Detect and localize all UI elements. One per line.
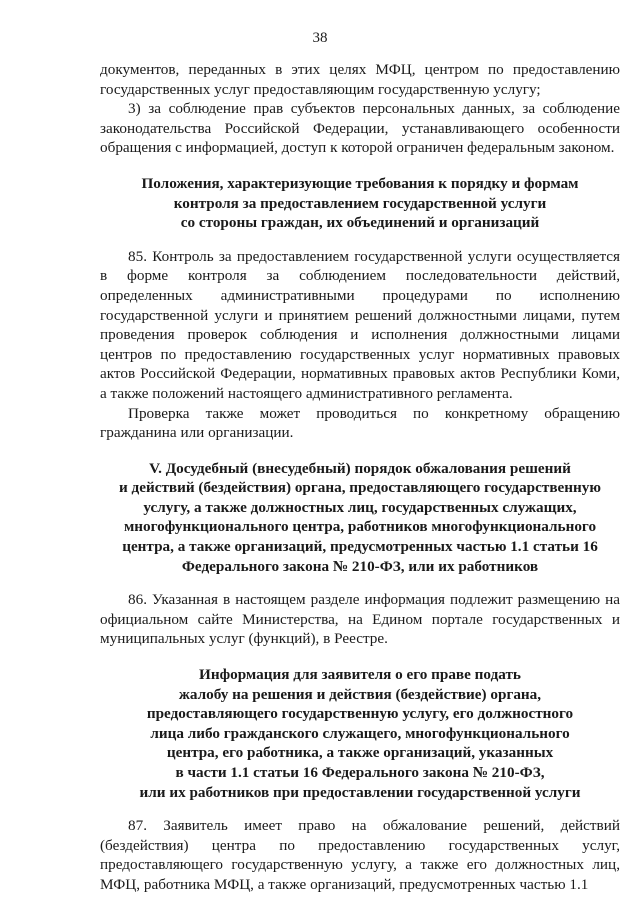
heading-line: лица либо гражданского служащего, многофункционального <box>150 724 570 742</box>
heading-line: центра, его работника, а также организаций, указанных <box>166 744 554 762</box>
heading-line: со стороны граждан, их объединений и организаций <box>180 214 540 232</box>
heading-line: в части 1.1 статьи 16 Федерального закона № 210-ФЗ, <box>175 764 545 781</box>
paragraph-continuation: документов, переданных в этих целях МФЦ, центром по предоставлению государственных услуг предоставляющим государственную услугу; <box>100 61 620 98</box>
document-body <box>100 60 620 895</box>
heading-line: многофункционального центра, работников многофункционального <box>123 518 597 536</box>
heading-line: контроля за предоставлением государственной услуги <box>173 194 547 212</box>
page-number: 38 <box>312 30 328 46</box>
section-heading-complaint-info <box>100 665 620 802</box>
heading-line: или их работников при предоставлении государственной услуги <box>139 783 581 801</box>
paragraph-3: 3) за соблюдение прав субъектов персональных данных, за соблюдение законодательства Российской Федерации, устанавливающего особенности обращения с информацией, доступ к которой ограничен федеральным законом. <box>100 100 620 157</box>
heading-line: услугу, а также должностных лиц, государственных служащих, <box>143 498 577 516</box>
heading-line: Положения, характеризующие требования к порядку и формам <box>141 174 579 192</box>
heading-line: Федерального закона № 210-ФЗ, или их работников <box>181 557 539 575</box>
paragraph-86: 86. Указанная в настоящем разделе информация подлежит размещению на официальном сайте Министерства, на Едином портале государственных и муниципальных услуг (функций), в Реестре. <box>100 591 620 648</box>
paragraph-85: 85. Контроль за предоставлением государственной услуги осуществляется в форме контроля за соблюдением последовательности действий, определенных административными процедурами по исполнению государственной услуги и принятием решений должностными лицами, путем проведения проверок соблюдения и исполнения должностными лицами центров по предоставлению государственных услуг нормативных правовых актов Российской Федерации, нормативных правовых актов Республики Коми, а также положений настоящего административного регламента. <box>100 247 620 402</box>
paragraph-87: 87. Заявитель имеет право на обжалование решений, действий (бездействия) центра по предоставлению государственных услуг, предоставляющего государственную услугу, а также его должностных лиц, МФЦ, работника МФЦ, а также организаций, предусмотренных частью 1.1 <box>100 817 620 893</box>
heading-line: V. Досудебный (внесудебный) порядок обжалования решений <box>149 459 571 477</box>
section-heading-v <box>100 459 620 577</box>
heading-line: и действий (бездействия) органа, предоставляющего государственную <box>119 479 601 497</box>
heading-line: Информация для заявителя о его праве подать <box>199 666 521 684</box>
section-heading-control <box>100 174 620 233</box>
paragraph-85-check: Проверка также может проводиться по конкретному обращению гражданина или организации. <box>100 404 620 442</box>
heading-line: предоставляющего государственную услугу, его должностного <box>146 705 574 723</box>
heading-line: центра, а также организаций, предусмотренных частью 1.1 статьи 16 <box>122 538 598 556</box>
heading-line: жалобу на решения и действия (бездействие) органа, <box>178 685 542 703</box>
